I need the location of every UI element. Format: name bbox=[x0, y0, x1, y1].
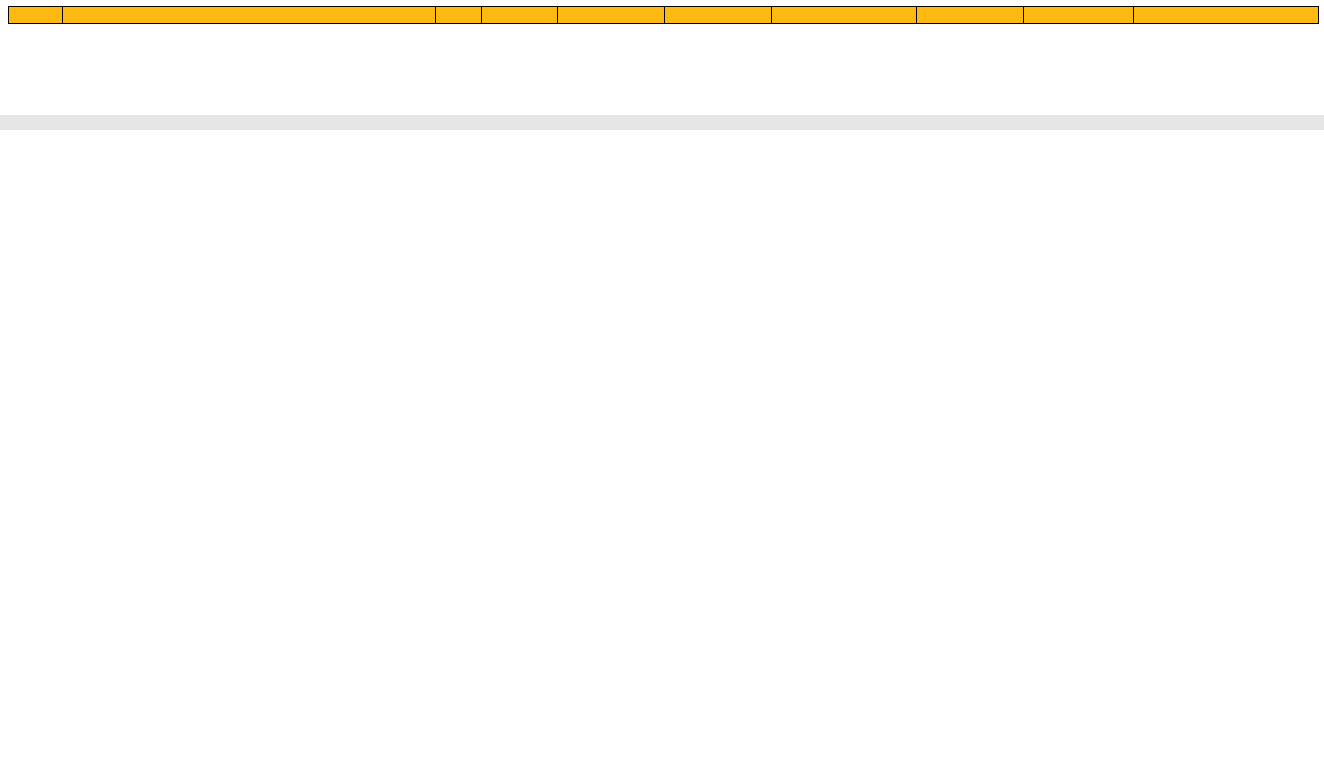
partial-row-top bbox=[8, 0, 1313, 5]
estimate-table-top bbox=[8, 6, 1319, 24]
section-category bbox=[1134, 7, 1319, 24]
section-total bbox=[1024, 7, 1134, 24]
section-code bbox=[9, 7, 63, 24]
section-title bbox=[63, 7, 436, 24]
section-row bbox=[9, 7, 1319, 24]
page-gap bbox=[0, 115, 1324, 130]
